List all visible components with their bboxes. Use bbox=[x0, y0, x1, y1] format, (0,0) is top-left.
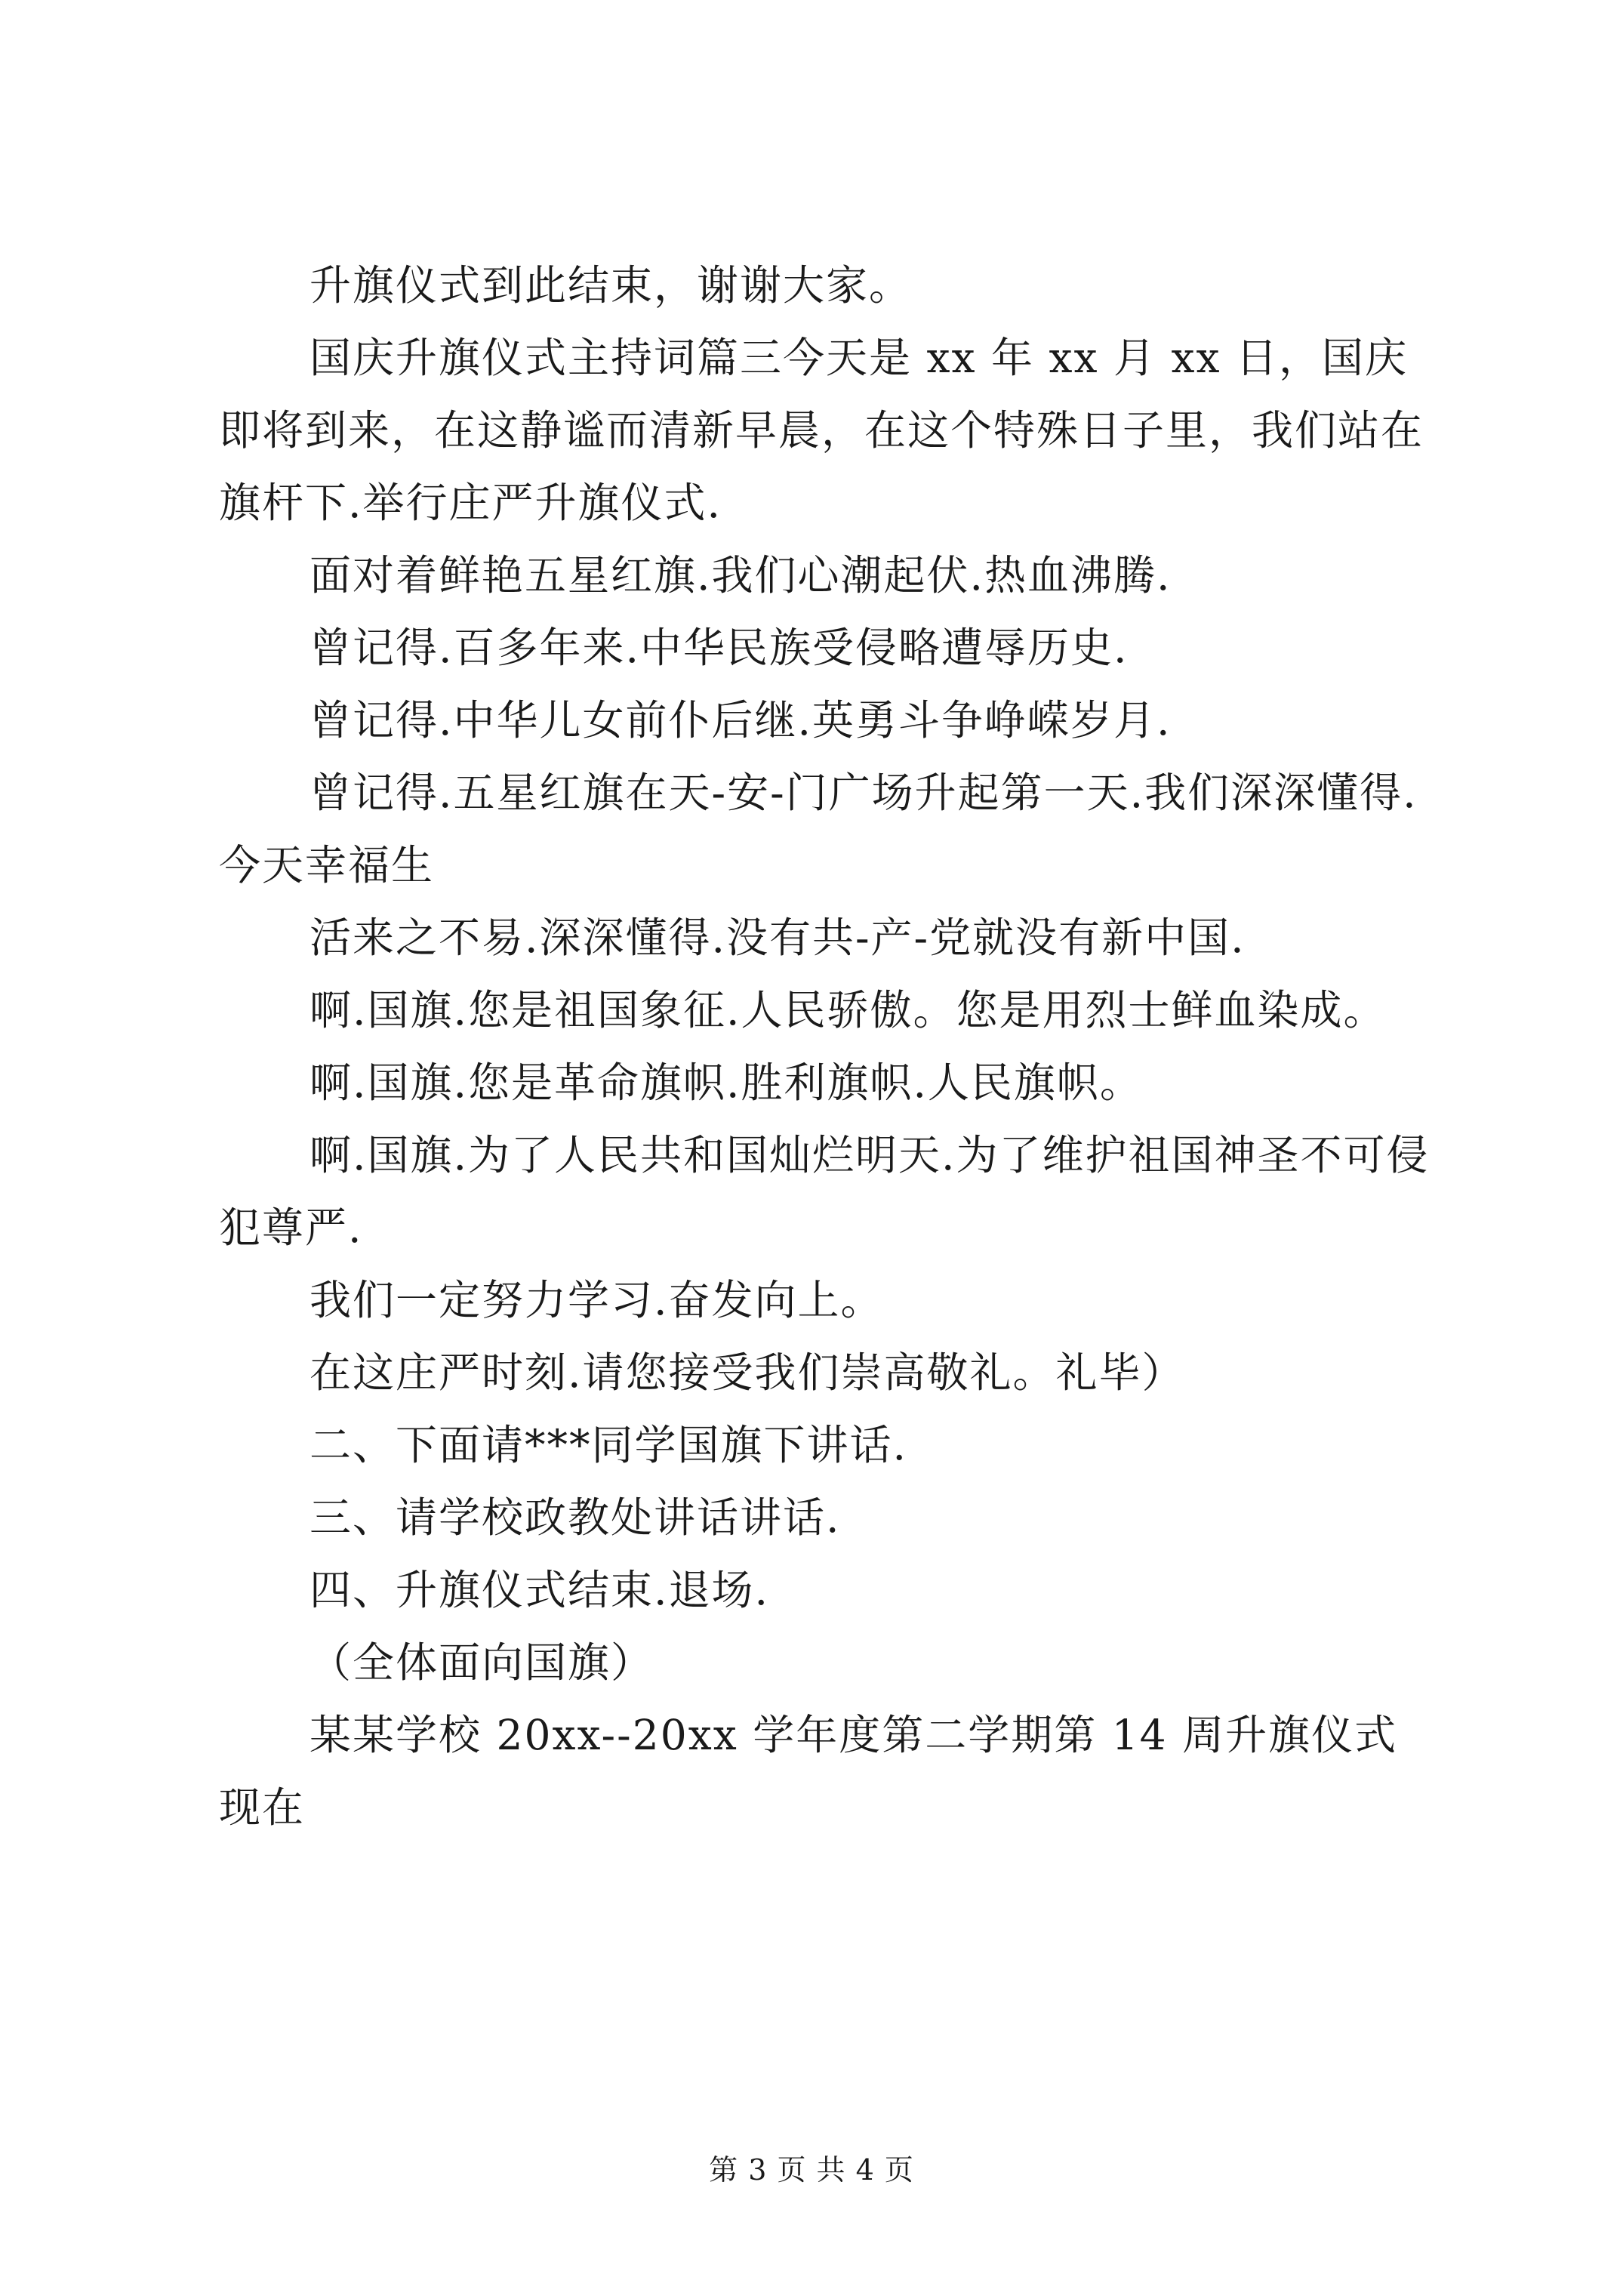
paragraph: 啊.国旗.您是祖国象征.人民骄傲。您是用烈士鲜血染成。 bbox=[310, 986, 1387, 1034]
paragraph: 某某学校 20xx--20xx 学年度第二学期第 14 周升旗仪式现在 bbox=[219, 1711, 1398, 1832]
paragraph: （全体面向国旗） bbox=[310, 1638, 654, 1687]
paragraph: 面对着鲜艳五星红旗.我们心潮起伏.热血沸腾. bbox=[310, 551, 1172, 599]
paragraph: 啊.国旗.为了人民共和国灿烂明天.为了维护祖国神圣不可侵犯尊严. bbox=[219, 1131, 1430, 1252]
paragraph: 活来之不易.深深懂得.没有共-产-党就没有新中国. bbox=[310, 914, 1246, 962]
paragraph: 国庆升旗仪式主持词篇三今天是 xx 年 xx 月 xx 日，国庆即将到来，在这静谧而清新早晨，在这个特殊日子里，我们站在旗杆下.举行庄严升旗仪式. bbox=[219, 334, 1424, 527]
paragraph: 曾记得.中华儿女前仆后继.英勇斗争峥嵘岁月. bbox=[310, 696, 1172, 744]
paragraph: 我们一定努力学习.奋发向上。 bbox=[310, 1276, 884, 1324]
page-number-footer: 第 3 页 共 4 页 bbox=[709, 2153, 914, 2187]
paragraph: 啊.国旗.您是革命旗帜.胜利旗帜.人民旗帜。 bbox=[310, 1059, 1143, 1107]
paragraph: 四、升旗仪式结束.退场. bbox=[310, 1566, 769, 1614]
paragraph: 曾记得.五星红旗在天-安-门广场升起第一天.我们深深懂得.今天幸福生 bbox=[219, 769, 1418, 889]
paragraph: 二、下面请***同学国旗下讲话. bbox=[310, 1421, 907, 1469]
paragraph: 曾记得.百多年来.中华民族受侵略遭辱历史. bbox=[310, 624, 1129, 672]
paragraph: 三、请学校政教处讲话讲话. bbox=[310, 1493, 841, 1542]
paragraph: 升旗仪式到此结束，谢谢大家。 bbox=[310, 261, 913, 310]
document-body bbox=[219, 249, 1434, 1844]
paragraph: 在这庄严时刻.请您接受我们崇高敬礼。礼毕） bbox=[310, 1348, 1185, 1397]
